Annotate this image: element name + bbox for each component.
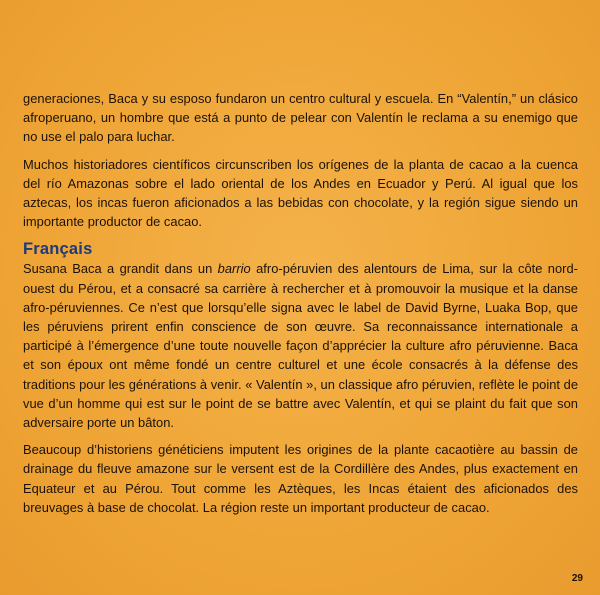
- spanish-paragraph-1: generaciones, Baca y su esposo fundaron un centro cultural y escuela. En “Valentín,” un clásico afroperuano, un hombre que está a punto de pelear con Valentín le reclama a su enemigo que no use el palo para luchar.: [23, 91, 578, 145]
- french-paragraph-1-start: Susana Baca a grandit dans un: [23, 261, 218, 277]
- italic-term-barrio: barrio: [217, 261, 251, 277]
- page-number: 29: [571, 573, 583, 584]
- page-content: [23, 89, 578, 525]
- french-paragraph-1-rest: afro-péruvien des alentours de Lima, sur la côte nord-ouest du Pérou, et a consacré sa carrière à rechercher et à promouvoir la musique et la danse afro-péruviennes. Ce n’est que lorsqu’elle signa avec le label de David Byrne, Luaka Bop, que les péruviens prirent enfin conscience de son œuvre. Sa reconnaissance internationale a participé à l’émergence d’une toute nouvelle façon d’apprécier la culture afro péruvienne. Baca et son époux ont même fondé un centre culturel et une école consacrés à la défense des traditions pour les générations à venir. « Valentín », un classique afro péruvien, reflète le point de vue d’un homme qui est sur le point de se battre avec Valentín, et qui se plaint du fait que son adversaire porte un bâton.: [23, 261, 579, 431]
- french-paragraph-2: Beaucoup d’historiens généticiens imputent les origines de la plante cacaotière au bassin de drainage du fleuve amazone sur le versent est de la Cordillère des Andes, plus exactement en Equateur et au Pérou. Tout comme les Aztèques, les Incas étaient des aficionados des breuvages à base de chocolat. La région reste un important producteur de cacao.: [23, 442, 578, 515]
- section-heading-french: Français: [23, 240, 93, 259]
- french-paragraph-1: [23, 259, 578, 432]
- spanish-paragraph-2: Muchos historiadores científicos circunscriben los orígenes de la planta de cacao a la cuenca del río Amazonas sobre el lado oriental de los Andes en Ecuador y Perú. Al igual que los aztecas, los incas fueron aficionados a las bebidas con chocolate, y la región sigue siendo un importante productor de cacao.: [23, 156, 578, 230]
